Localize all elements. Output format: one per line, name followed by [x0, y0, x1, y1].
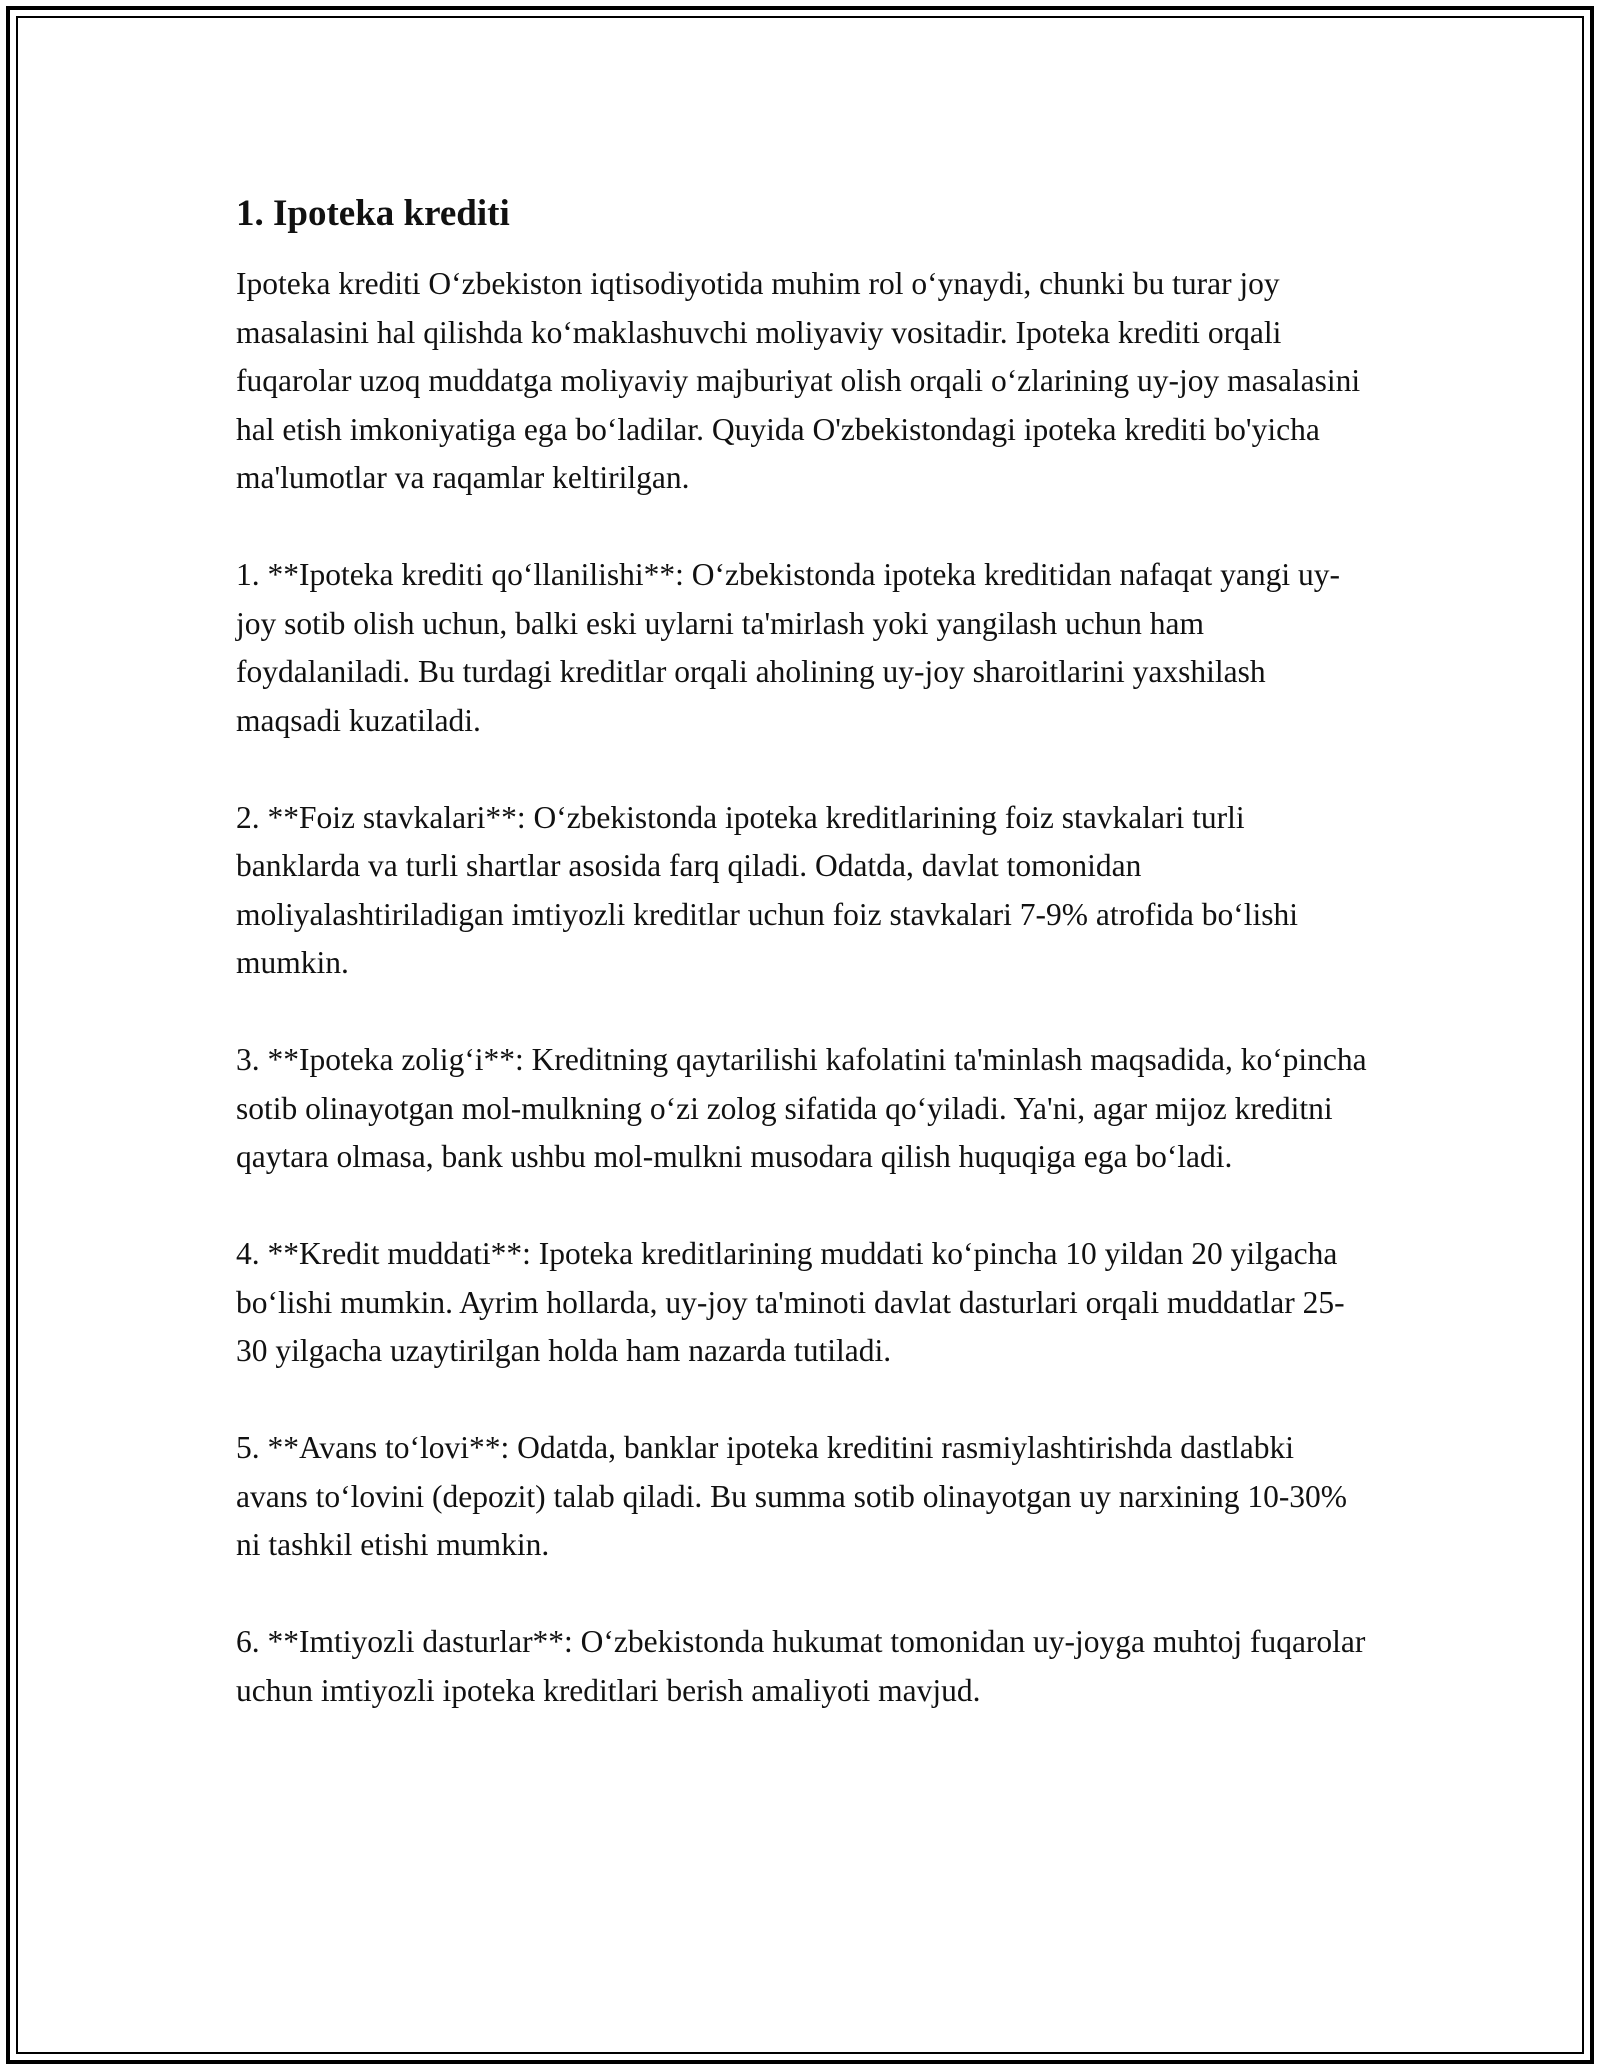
intro-paragraph: Ipoteka krediti O‘zbekiston iqtisodiyotida muhim rol o‘ynaydi, chunki bu turar joy masalasini hal qilishda ko‘maklashuvchi moliyaviy vositadir. Ipoteka krediti orqali fuqarolar uzoq muddatga moliyaviy majburiyat olish orqali o‘zlarining uy-joy masalasini hal etish imkoniyatiga ega bo‘ladilar. Quyida O'zbekistondagi ipoteka krediti bo'yicha ma'lumotlar va raqamlar keltirilgan.: [236, 266, 1361, 495]
list-item-down-payment: 5. **Avans to‘lovi**: Odatda, banklar ipoteka kreditini rasmiylashtirishda dastlabki avans to‘lovini (depozit) talab qiladi. Bu summa sotib olinayotgan uy narxining 10-30% ni tashkil etishi mumkin.: [236, 1430, 1348, 1562]
list-item-interest-rates: 2. **Foiz stavkalari**: O‘zbekistonda ipoteka kreditlarining foiz stavkalari turli banklarda va turli shartlar asosida farq qiladi. Odatda, davlat tomonidan moliyalashtiriladigan imtiyozli kreditlar uchun foiz stavkalari 7-9% atrofida bo‘lishi mumkin.: [236, 799, 1298, 980]
list-item-loan-term: 4. **Kredit muddati**: Ipoteka kreditlarining muddati ko‘pincha 10 yildan 20 yilgacha bo‘lishi mumkin. Ayrim hollarda, uy-joy ta'minoti davlat dasturlari orqali muddatlar 25-30 yilgacha uzaytirilgan holda ham nazarda tutiladi.: [236, 1236, 1345, 1368]
list-item-collateral: 3. **Ipoteka zolig‘i**: Kreditning qaytarilishi kafolatini ta'minlash maqsadida, ko‘pincha sotib olinayotgan mol-mulkning o‘zi zolog sifatida qo‘yiladi. Ya'ni, agar mijoz kreditni qaytara olmasa, bank ushbu mol-mulkni musodara qilish huquqiga ega bo‘ladi.: [236, 1042, 1367, 1174]
list-item-usage: 1. **Ipoteka krediti qo‘llanilishi**: O‘zbekistonda ipoteka kreditidan nafaqat yangi uy-joy sotib olish uchun, balki eski uylarni ta'mirlash yoki yangilash uchun ham foydalaniladi. Bu turdagi kreditlar orqali aholining uy-joy sharoitlarini yaxshilash maqsadi kuzatiladi.: [236, 557, 1340, 738]
list-item-preferential-programs: 6. **Imtiyozli dasturlar**: O‘zbekistonda hukumat tomonidan uy-joyga muhtoj fuqarolar uchun imtiyozli ipoteka kreditlari berish amaliyoti mavjud.: [236, 1624, 1366, 1708]
document-body: [236, 188, 1371, 1764]
section-heading: 1. Ipoteka krediti: [236, 193, 510, 234]
